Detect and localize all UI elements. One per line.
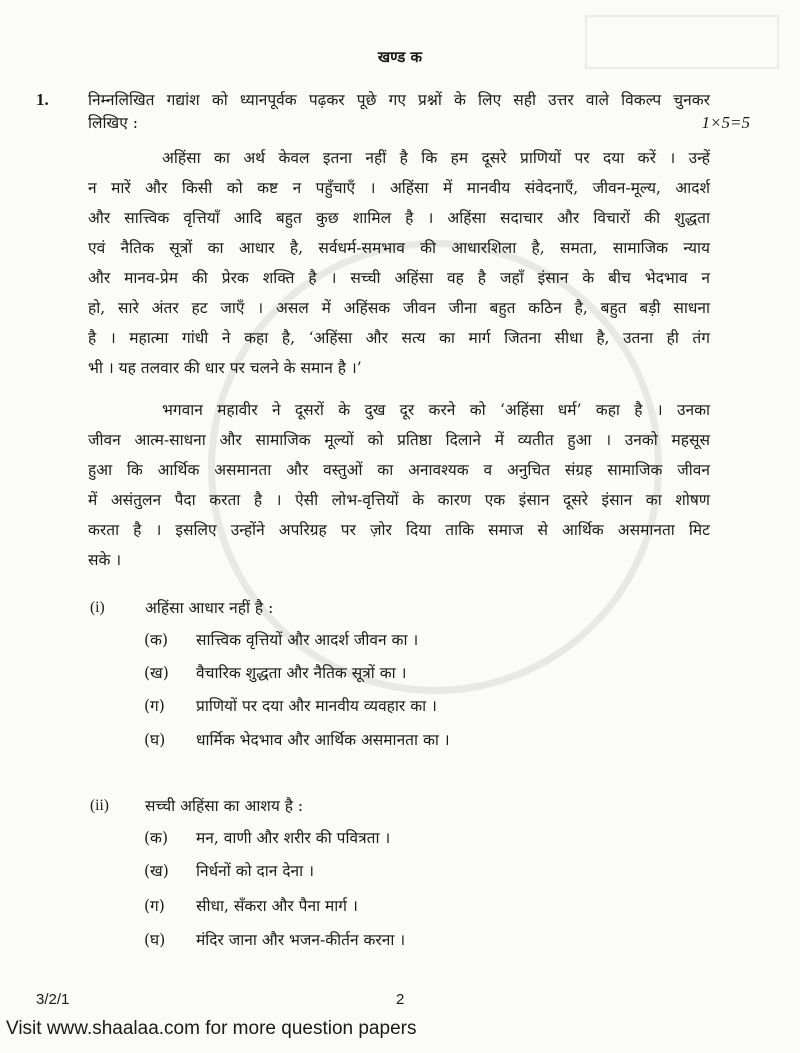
section-title: खण्ड क [377,48,423,66]
instruction-line: निम्नलिखित गद्यांश को ध्यानपूर्वक पढ़कर पूछे गए प्रश्नों के लिए सही उत्तर वाले विकल्प चुनकर [88,91,710,109]
passage-line: अहिंसा का अर्थ केवल इतना नहीं है कि हम दूसरे प्राणियों पर दया करें । उन्हें [162,149,710,167]
page-number: 2 [396,991,405,1008]
subquestion-text: सच्ची अहिंसा का आशय है : [145,797,304,815]
option-label: (घ) [144,931,166,949]
option-label: (क) [144,631,168,649]
passage-line: न मारें और किसी को कष्ट न पहुँचाएँ । अहिंसा में मानवीय संवेदनाएँ, जीवन-मूल्य, आदर्श [88,179,710,197]
passage-line: और मानव-प्रेम की प्रेरक शक्ति है । सच्ची अहिंसा वह है जहाँ इंसान के बीच भेदभाव न [88,269,710,287]
question-number: 1. [36,90,49,109]
option-text: मंदिर जाना और भजन-कीर्तन करना । [196,931,406,949]
option-text: धार्मिक भेदभाव और आर्थिक असमानता का । [196,731,450,749]
option-label: (ग) [144,697,165,715]
paper-code: 3/2/1 [36,991,70,1008]
passage-line: में असंतुलन पैदा करता है । ऐसी लोभ-वृत्तियों के कारण एक इंसान दूसरे इंसान का शोषण [88,491,710,509]
option-label: (ग) [144,897,165,915]
option-text: मन, वाणी और शरीर की पवित्रता । [196,829,391,847]
passage-line: करता है । इसलिए उन्होंने अपरिग्रह पर ज़ोर दिया ताकि समाज से आर्थिक असमानता मिट [88,521,710,539]
marks: 1×5=5 [701,113,750,132]
option-label: (ख) [144,664,169,682]
option-label: (ख) [144,862,169,880]
subquestion-number: (ii) [90,797,109,814]
passage-line: हुआ कि आर्थिक असमानता और वस्तुओं का अनावश्यक व अनुचित संग्रह सामाजिक जीवन [88,461,710,479]
option-text: सीधा, सँकरा और पैना मार्ग । [196,897,358,915]
passage-line: हो, सारे अंतर हट जाएँ । असल में अहिंसक जीवन जीना बहुत कठिन है, बहुत बड़ी साधना [88,299,710,317]
subquestion-text: अहिंसा आधार नहीं है : [145,599,274,617]
option-text: वैचारिक शुद्धता और नैतिक सूत्रों का । [196,664,407,682]
passage-line: जीवन आत्म-साधना और सामाजिक मूल्यों को प्रतिष्ठा दिलाने में व्यतीत हुआ । उनको महसूस [88,431,710,449]
option-text: प्राणियों पर दया और मानवीय व्यवहार का । [196,697,437,715]
option-label: (क) [144,829,168,847]
instruction-line: लिखिए : [88,114,138,132]
subquestion-number: (i) [90,599,105,616]
passage-line: भी । यह तलवार की धार पर चलने के समान है ।’ [88,359,362,377]
option-text: निर्धनों को दान देना । [196,862,314,880]
option-text: सात्त्विक वृत्तियों और आदर्श जीवन का । [196,631,419,649]
passage-line: है । महात्मा गांधी ने कहा है, ‘अहिंसा और सत्य का मार्ग जितना सीधा है, उतना ही तंग [88,329,710,347]
option-label: (घ) [144,731,166,749]
visit-link[interactable]: Visit www.shaalaa.com for more question papers [6,1018,417,1039]
passage-line: भगवान महावीर ने दूसरों के दुख दूर करने को ‘अहिंसा धर्म’ कहा है । उनका [162,401,710,419]
passage-line: एवं नैतिक सूत्रों का आधार है, सर्वधर्म-समभाव की आधारशिला है, समता, सामाजिक न्याय [88,239,710,257]
passage-line: सके । [88,551,122,569]
passage-line: और सात्त्विक वृत्तियाँ आदि बहुत कुछ शामिल है । अहिंसा सदाचार और विचारों की शुद्धता [88,209,710,227]
